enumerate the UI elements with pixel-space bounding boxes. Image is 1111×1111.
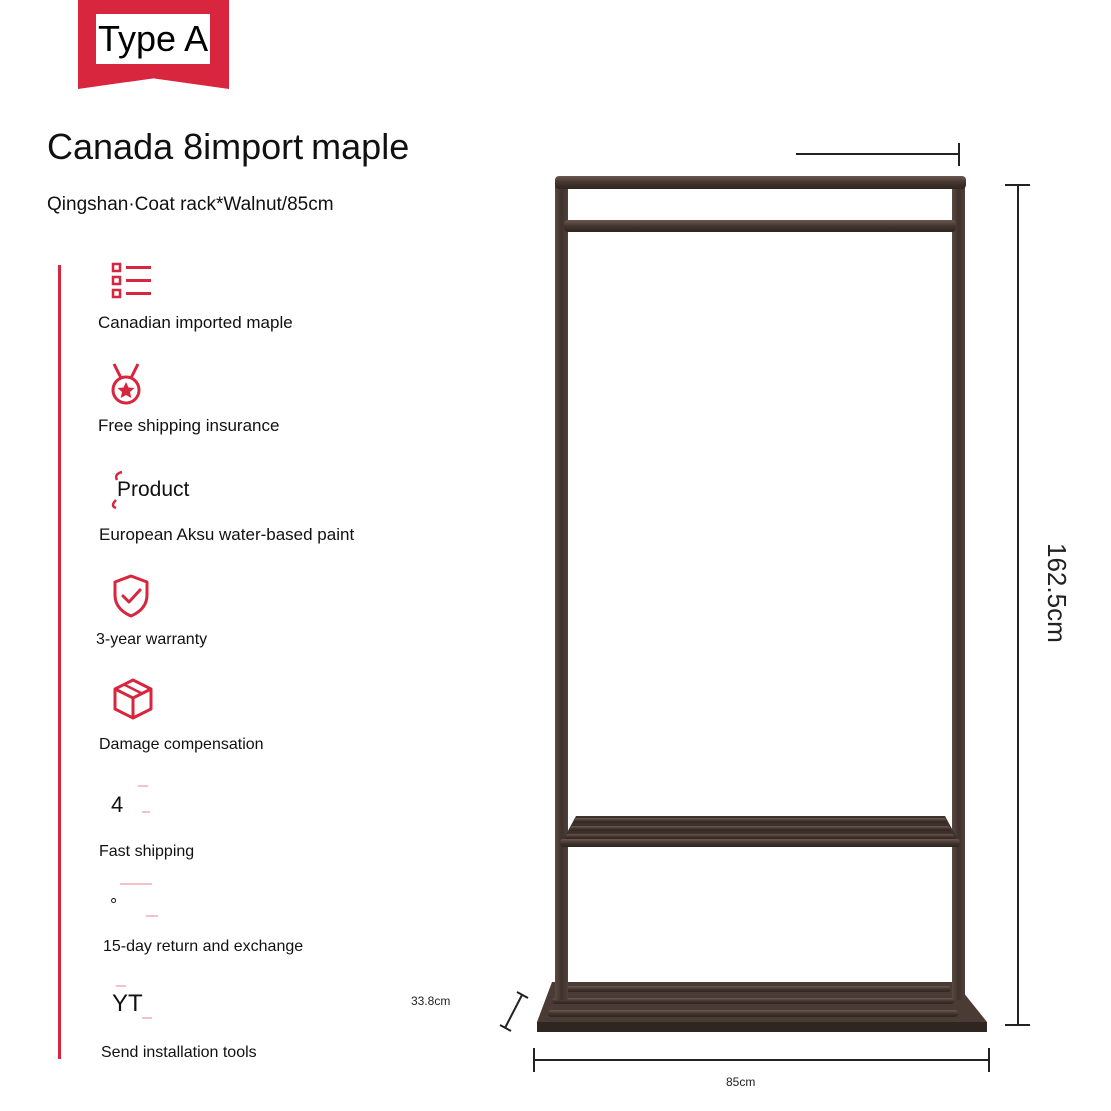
product-subtitle: Qingshan·Coat rack*Walnut/85cm [47, 194, 334, 215]
feature-label-damage: Damage compensation [99, 736, 264, 753]
tools-icon-text: YT [112, 990, 143, 1017]
title-part-3: maple [311, 126, 410, 167]
width-dimension-label: 85cm [726, 1075, 756, 1089]
feature-label-paint: European Aksu water-based paint [99, 525, 355, 544]
feature-label-maple: Canadian imported maple [98, 313, 293, 332]
title-part-2: import [203, 126, 304, 167]
height-dimension-label: 162.5cm [1042, 543, 1072, 643]
feature-label-shipping: Fast shipping [99, 843, 195, 860]
depth-dimension-label: 33.8cm [411, 994, 451, 1008]
feature-label-tools: Send installation tools [101, 1044, 257, 1061]
return-icon-text: ° [110, 895, 118, 915]
feature-label-warranty: 3-year warranty [96, 631, 208, 648]
title-part-1: Canada 8 [47, 126, 204, 167]
product-icon-text: Product [117, 478, 190, 501]
banner-label: Type A [96, 14, 210, 64]
fast-shipping-icon-text: 4 [111, 792, 124, 817]
feature-label-insurance: Free shipping insurance [98, 416, 280, 435]
feature-label-return: 15-day return and exchange [103, 938, 304, 955]
